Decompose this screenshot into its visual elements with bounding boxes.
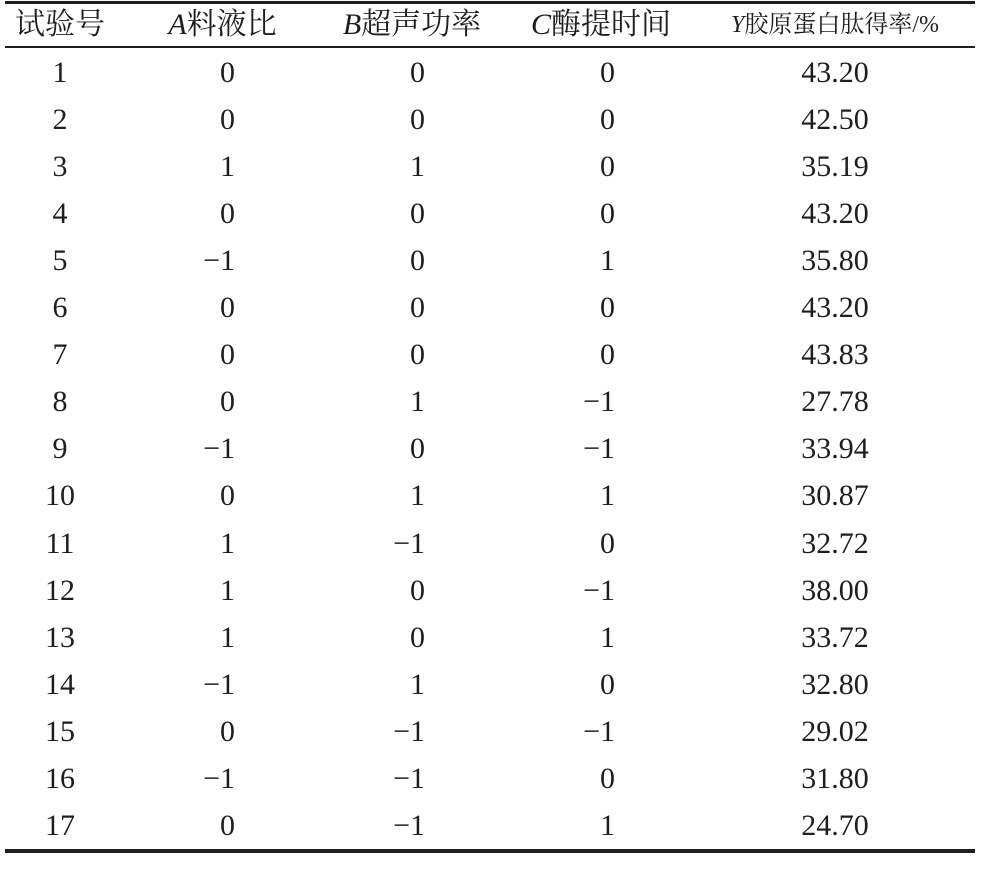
cell-factor-c: 0	[600, 55, 615, 89]
cell-factor-a: 1	[220, 149, 235, 183]
cell-factor-a: 0	[220, 102, 235, 136]
cell-factor-b: 1	[410, 149, 425, 183]
cell-factor-b: 1	[410, 479, 425, 513]
header-factor-c	[526, 4, 676, 46]
cell-factor-b: 0	[410, 291, 425, 324]
cell-factor-b: −1	[393, 714, 425, 748]
cell-response-y: 43.20	[801, 291, 869, 324]
cell-factor-b: 0	[410, 196, 425, 230]
cell-trial-no: 17	[45, 809, 75, 843]
cell-response-y: 43.20	[801, 55, 869, 89]
cell-factor-a: 0	[220, 338, 235, 372]
cell-factor-b: −1	[393, 809, 425, 843]
cell-factor-a: 0	[220, 809, 235, 843]
cell-factor-a: 0	[220, 196, 235, 230]
cell-trial-no: 11	[45, 526, 75, 560]
header-factor-b	[337, 4, 487, 46]
cell-factor-b: 0	[410, 55, 425, 89]
cell-response-y: 42.50	[801, 102, 869, 136]
cell-factor-c: 1	[600, 620, 615, 654]
cell-trial-no: 4	[52, 196, 68, 230]
cell-factor-a: −1	[203, 432, 235, 466]
cell-factor-b: 0	[410, 102, 425, 136]
cell-factor-b: 0	[410, 573, 425, 607]
cell-factor-c: 1	[600, 243, 615, 277]
table-row	[0, 190, 1004, 237]
cell-factor-b: 1	[410, 385, 425, 419]
cell-trial-no: 7	[52, 338, 68, 372]
cell-factor-a: 0	[220, 479, 235, 513]
cell-factor-c: 0	[600, 102, 615, 136]
header-response-y-label: 胶原蛋白肽得率/%	[744, 12, 940, 38]
cell-trial-no: 15	[45, 714, 75, 748]
cell-factor-b: 1	[410, 667, 425, 701]
cell-factor-a: −1	[203, 667, 235, 701]
table-row	[0, 237, 1004, 284]
cell-trial-no: 5	[52, 243, 68, 277]
cell-factor-b: −1	[393, 762, 425, 795]
cell-response-y: 33.72	[801, 620, 869, 654]
table-row	[0, 425, 1004, 472]
cell-trial-no: 9	[52, 432, 68, 466]
header-factor-a-symbol: A	[168, 8, 187, 41]
cell-trial-no: 6	[52, 291, 68, 324]
cell-factor-c: −1	[583, 714, 615, 748]
table-row	[0, 708, 1004, 755]
cell-factor-c: 0	[600, 762, 615, 795]
cell-factor-a: 0	[220, 714, 235, 748]
cell-factor-b: −1	[393, 526, 425, 560]
cell-trial-no: 8	[52, 385, 68, 419]
cell-response-y: 30.87	[801, 479, 869, 513]
cell-factor-b: 0	[410, 432, 425, 466]
cell-response-y: 43.83	[801, 338, 869, 372]
cell-response-y: 32.72	[801, 526, 869, 560]
table-row	[0, 520, 1004, 567]
header-factor-c-label: 酶提时间	[551, 8, 671, 41]
cell-response-y: 27.78	[801, 385, 869, 419]
cell-factor-b: 0	[410, 243, 425, 277]
cell-factor-c: 0	[600, 667, 615, 701]
cell-response-y: 38.00	[801, 573, 869, 607]
cell-response-y: 35.80	[801, 243, 869, 277]
table-row	[0, 284, 1004, 331]
table-row	[0, 96, 1004, 143]
cell-trial-no: 2	[52, 102, 68, 136]
cell-trial-no: 3	[52, 149, 68, 183]
cell-response-y: 43.20	[801, 196, 869, 230]
header-trial-no-label: 试验号	[15, 8, 105, 41]
cell-factor-c: 0	[600, 149, 615, 183]
cell-response-y: 24.70	[801, 809, 869, 843]
cell-response-y: 29.02	[801, 714, 869, 748]
header-factor-b-symbol: B	[342, 8, 362, 41]
table-row	[0, 614, 1004, 661]
cell-factor-a: 1	[220, 526, 235, 560]
cell-factor-a: −1	[203, 762, 235, 795]
cell-response-y: 33.94	[801, 432, 869, 466]
cell-response-y: 31.80	[801, 762, 869, 795]
cell-factor-c: −1	[583, 432, 615, 466]
cell-factor-c: −1	[583, 573, 615, 607]
cell-trial-no: 14	[45, 667, 75, 701]
cell-factor-c: 0	[600, 291, 615, 324]
cell-trial-no: 1	[52, 55, 68, 89]
cell-factor-c: 0	[600, 196, 615, 230]
cell-factor-a: −1	[203, 243, 235, 277]
table-row	[0, 331, 1004, 378]
bottom-rule	[5, 849, 975, 853]
cell-trial-no: 16	[45, 762, 75, 795]
cell-trial-no: 13	[45, 620, 75, 654]
cell-factor-c: 0	[600, 526, 615, 560]
cell-factor-a: 0	[220, 385, 235, 419]
table-row	[0, 143, 1004, 190]
header-response-y-symbol: Y	[730, 12, 745, 38]
cell-trial-no: 10	[45, 479, 75, 513]
header-trial-no	[10, 4, 110, 46]
table-row	[0, 802, 1004, 849]
header-response-y	[720, 4, 950, 46]
table-row	[0, 472, 1004, 519]
header-factor-b-label: 超声功率	[361, 8, 482, 41]
cell-factor-b: 0	[410, 620, 425, 654]
cell-factor-b: 0	[410, 338, 425, 372]
header-factor-a-label: 料液比	[186, 8, 277, 41]
table-row	[0, 755, 1004, 802]
header-factor-c-symbol: C	[530, 8, 551, 41]
cell-factor-a: 1	[220, 573, 235, 607]
table-row	[0, 378, 1004, 425]
cell-trial-no: 12	[45, 573, 75, 607]
header-factor-a	[150, 4, 295, 46]
table-row	[0, 567, 1004, 614]
table-row	[0, 661, 1004, 708]
cell-factor-c: 1	[600, 809, 615, 843]
cell-response-y: 32.80	[801, 667, 869, 701]
cell-factor-c: −1	[583, 385, 615, 419]
cell-factor-a: 0	[220, 291, 235, 324]
cell-factor-c: 1	[600, 479, 615, 513]
cell-factor-a: 0	[220, 55, 235, 89]
cell-factor-c: 0	[600, 338, 615, 372]
cell-factor-a: 1	[220, 620, 235, 654]
table-row	[0, 49, 1004, 96]
cell-response-y: 35.19	[801, 149, 869, 183]
